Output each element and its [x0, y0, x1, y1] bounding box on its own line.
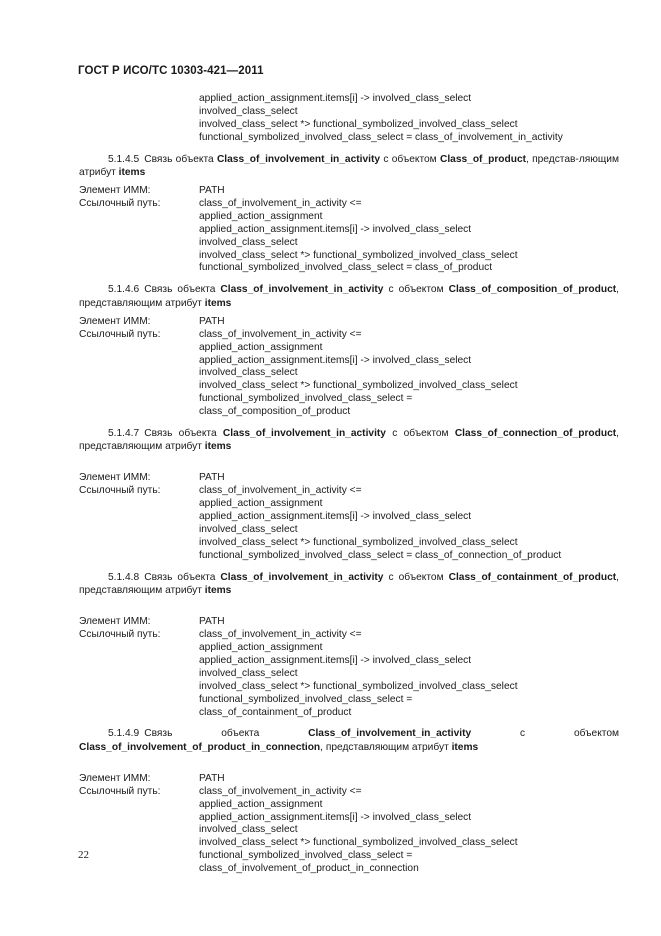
reference-path-label: [79, 524, 199, 537]
aim-element-value: PATH: [199, 472, 225, 484]
reference-path-label: Ссылочный путь:: [79, 785, 161, 797]
path-row: [79, 850, 619, 863]
target-entity: Class_of_involvement_of_product_in_connection: [79, 741, 321, 753]
attribute-name: items: [204, 584, 232, 596]
path-line: applied_action_assignment: [199, 341, 323, 353]
target-entity: Class_of_containment_of_product: [448, 571, 617, 583]
target-entity: Class_of_product: [439, 153, 527, 165]
path-row: [79, 355, 619, 368]
target-entity: Class_of_composition_of_product: [448, 284, 617, 296]
path-line: involved_class_select: [199, 236, 298, 248]
aim-element-value: PATH: [199, 772, 225, 784]
source-entity: Class_of_involvement_in_activity: [220, 284, 384, 296]
section-heading: [79, 153, 619, 179]
path-row: [79, 824, 619, 837]
path-row: [79, 406, 619, 419]
section-number: 5.1.4.7: [108, 428, 140, 440]
heading-text: , представ-ляющим атрибут: [79, 153, 619, 178]
reference-path-label: [79, 681, 199, 694]
heading-text: , представляющим атрибут: [320, 741, 452, 753]
path-row: [79, 550, 619, 563]
path-line: class_of_involvement_in_activity <=: [199, 328, 362, 340]
reference-path-label: Ссылочный путь:: [79, 197, 161, 209]
path-line: class_of_involvement_in_activity <=: [199, 485, 362, 497]
attribute-name: items: [118, 166, 146, 178]
path-line: involved_class_select *> functional_symbolized_involved_class_select: [199, 837, 518, 849]
document-header: ГОСТ Р ИСО/ТС 10303-421—2011: [78, 65, 264, 77]
path-row: [79, 485, 619, 498]
section-number: 5.1.4.9: [108, 728, 140, 740]
path-row: [79, 863, 619, 876]
path-line: functional_symbolized_involved_class_select =: [199, 393, 413, 405]
reference-path-label: Ссылочный путь:: [79, 629, 161, 641]
path-row: [79, 537, 619, 550]
attribute-name: items: [204, 297, 232, 309]
reference-path-label: [79, 550, 199, 563]
path-row: [79, 224, 619, 237]
section-heading: [79, 283, 619, 309]
heading-text: с объектом: [380, 153, 440, 165]
reference-path-label: [79, 367, 199, 380]
path-row: [79, 329, 619, 342]
path-line: functional_symbolized_involved_class_select = class_of_connection_of_product: [199, 549, 562, 561]
path-row: [79, 524, 619, 537]
path-line: involved_class_select *> functional_symbolized_involved_class_select: [199, 249, 518, 261]
section-number: 5.1.4.8: [108, 571, 140, 583]
path-row: [79, 498, 619, 511]
aim-element-label: Элемент ИММ:: [79, 616, 151, 628]
path-row: [79, 342, 619, 355]
path-row: [79, 250, 619, 263]
mapping-section: [79, 283, 619, 419]
reference-path-label: [79, 655, 199, 668]
section-heading: [79, 427, 619, 453]
aim-element-row: [79, 773, 619, 786]
reference-path-label: Ссылочный путь:: [79, 328, 161, 340]
heading-text: , представляющим атрибут: [79, 428, 619, 453]
path-row: [79, 681, 619, 694]
source-entity: Class_of_involvement_in_activity: [220, 571, 384, 583]
path-row: [79, 786, 619, 799]
reference-path-label: [79, 863, 199, 876]
aim-element-row: [79, 616, 619, 629]
reference-path-label: [79, 237, 199, 250]
path-line: applied_action_assignment: [199, 210, 323, 222]
reference-path-label: Ссылочный путь:: [79, 485, 161, 497]
section-number: 5.1.4.5: [108, 153, 140, 165]
source-entity: Class_of_involvement_in_activity: [216, 153, 381, 165]
path-row: [79, 668, 619, 681]
heading-text: с объектом: [385, 428, 455, 440]
path-line: applied_action_assignment: [199, 498, 323, 510]
reference-path-label: [79, 380, 199, 393]
section-heading: [79, 571, 619, 597]
path-line: class_of_composition_of_product: [199, 406, 351, 418]
mapping-section: [79, 427, 619, 563]
reference-path-label: [79, 498, 199, 511]
aim-element-row: [79, 185, 619, 198]
path-row: [79, 629, 619, 642]
path-row: [79, 237, 619, 250]
reference-path-label: [79, 393, 199, 406]
path-row: [79, 198, 619, 211]
attribute-name: items: [204, 441, 232, 453]
reference-path-label: [79, 511, 199, 524]
target-entity: Class_of_connection_of_product: [454, 428, 617, 440]
path-line: class_of_involvement_in_activity <=: [199, 785, 362, 797]
reference-path-label: [79, 342, 199, 355]
heading-text: Связь объекта: [144, 284, 221, 296]
path-row: [79, 837, 619, 850]
path-row: [79, 393, 619, 406]
aim-element-label: Элемент ИММ:: [79, 185, 151, 197]
mapping-sections: [79, 153, 619, 876]
aim-element-value: PATH: [199, 185, 225, 197]
path-line: involved_class_select: [199, 524, 298, 536]
path-line: class_of_involvement_in_activity <=: [199, 629, 362, 641]
reference-path-label: [79, 224, 199, 237]
path-line: applied_action_assignment: [199, 642, 323, 653]
attribute-name: items: [451, 741, 479, 753]
path-line: functional_symbolized_involved_class_select = class_of_product: [199, 262, 493, 274]
path-row: [79, 211, 619, 224]
reference-path-label: [79, 668, 199, 681]
path-line: applied_action_assignment: [199, 798, 323, 810]
aim-element-row: [79, 316, 619, 329]
reference-path-label: [79, 694, 199, 707]
reference-path-label: [79, 262, 199, 275]
section-heading: [79, 727, 619, 753]
reference-path-label: [79, 250, 199, 263]
mapping-section: [79, 571, 619, 720]
path-line: applied_action_assignment.items[i] -> involved_class_select: [199, 93, 472, 104]
reference-path-label: [79, 642, 199, 655]
heading-text: , представляющим атрибут: [79, 571, 619, 596]
aim-element-value: PATH: [199, 616, 225, 628]
reference-path-label: [79, 812, 199, 825]
heading-text: , представляющим атрибут: [79, 284, 619, 309]
source-entity: Class_of_involvement_in_activity: [222, 428, 386, 440]
path-line: functional_symbolized_involved_class_select =: [199, 850, 413, 862]
heading-text: с объектом: [383, 284, 449, 296]
reference-path-label: [79, 850, 199, 863]
path-line: involved_class_select *> functional_symbolized_involved_class_select: [199, 536, 518, 548]
path-row: [79, 812, 619, 825]
heading-text: Связь объекта: [144, 428, 223, 440]
path-row: [79, 694, 619, 707]
path-line: involved_class_select: [199, 824, 298, 836]
path-line: involved_class_select *> functional_symbolized_involved_class_select: [199, 680, 518, 692]
path-line: class_of_involvement_in_activity <=: [199, 197, 362, 209]
path-line: applied_action_assignment.items[i] -> involved_class_select: [199, 654, 472, 666]
path-line: involved_class_select: [199, 105, 298, 117]
aim-element-label: Элемент ИММ:: [79, 472, 151, 484]
path-line: applied_action_assignment.items[i] -> involved_class_select: [199, 811, 472, 823]
mapping-section: [79, 727, 619, 876]
path-line: involved_class_select *> functional_symbolized_involved_class_select: [199, 118, 518, 130]
reference-path-label: [79, 837, 199, 850]
path-line: applied_action_assignment.items[i] -> involved_class_select: [199, 354, 472, 366]
path-line: involved_class_select *> functional_symbolized_involved_class_select: [199, 380, 518, 392]
path-line: class_of_involvement_of_product_in_connection: [199, 863, 419, 875]
reference-path-label: [79, 537, 199, 550]
path-row: [79, 262, 619, 275]
path-line: applied_action_assignment.items[i] -> involved_class_select: [199, 511, 472, 523]
reference-path-label: [79, 355, 199, 368]
path-row: [79, 655, 619, 668]
aim-element-label: Элемент ИММ:: [79, 315, 151, 327]
path-row: [79, 642, 619, 655]
aim-element-label: Элемент ИММ:: [79, 772, 151, 784]
reference-path-label: [79, 799, 199, 812]
reference-path-label: [79, 824, 199, 837]
path-row: [79, 380, 619, 393]
mapping-section: [79, 153, 619, 276]
path-line: class_of_containment_of_product: [199, 706, 352, 718]
path-line: applied_action_assignment.items[i] -> involved_class_select: [199, 223, 472, 235]
path-row: [79, 707, 619, 720]
aim-element-row: [79, 472, 619, 485]
path-row: [79, 367, 619, 380]
path-line: involved_class_select: [199, 367, 298, 379]
heading-text: Связь объекта: [144, 728, 309, 740]
heading-text: с объектом: [383, 571, 449, 583]
section-number: 5.1.4.6: [108, 284, 140, 296]
reference-path-label: [79, 211, 199, 224]
heading-text: Связь объекта: [144, 571, 221, 583]
reference-path-label: [79, 406, 199, 419]
heading-text: Связь объекта: [144, 153, 217, 165]
path-row: [79, 799, 619, 812]
path-line: functional_symbolized_involved_class_select =: [199, 693, 413, 705]
document-body: [79, 93, 619, 876]
path-line: functional_symbolized_involved_class_select = class_of_involvement_in_activity: [199, 131, 563, 143]
reference-path-label: [79, 707, 199, 720]
path-line: involved_class_select: [199, 667, 298, 679]
source-entity: Class_of_involvement_in_activity: [308, 728, 472, 740]
heading-text: с объектом: [471, 728, 619, 740]
continuation-path: [79, 93, 619, 145]
page-number: 22: [78, 849, 89, 861]
path-row: [79, 511, 619, 524]
aim-element-value: PATH: [199, 315, 225, 327]
